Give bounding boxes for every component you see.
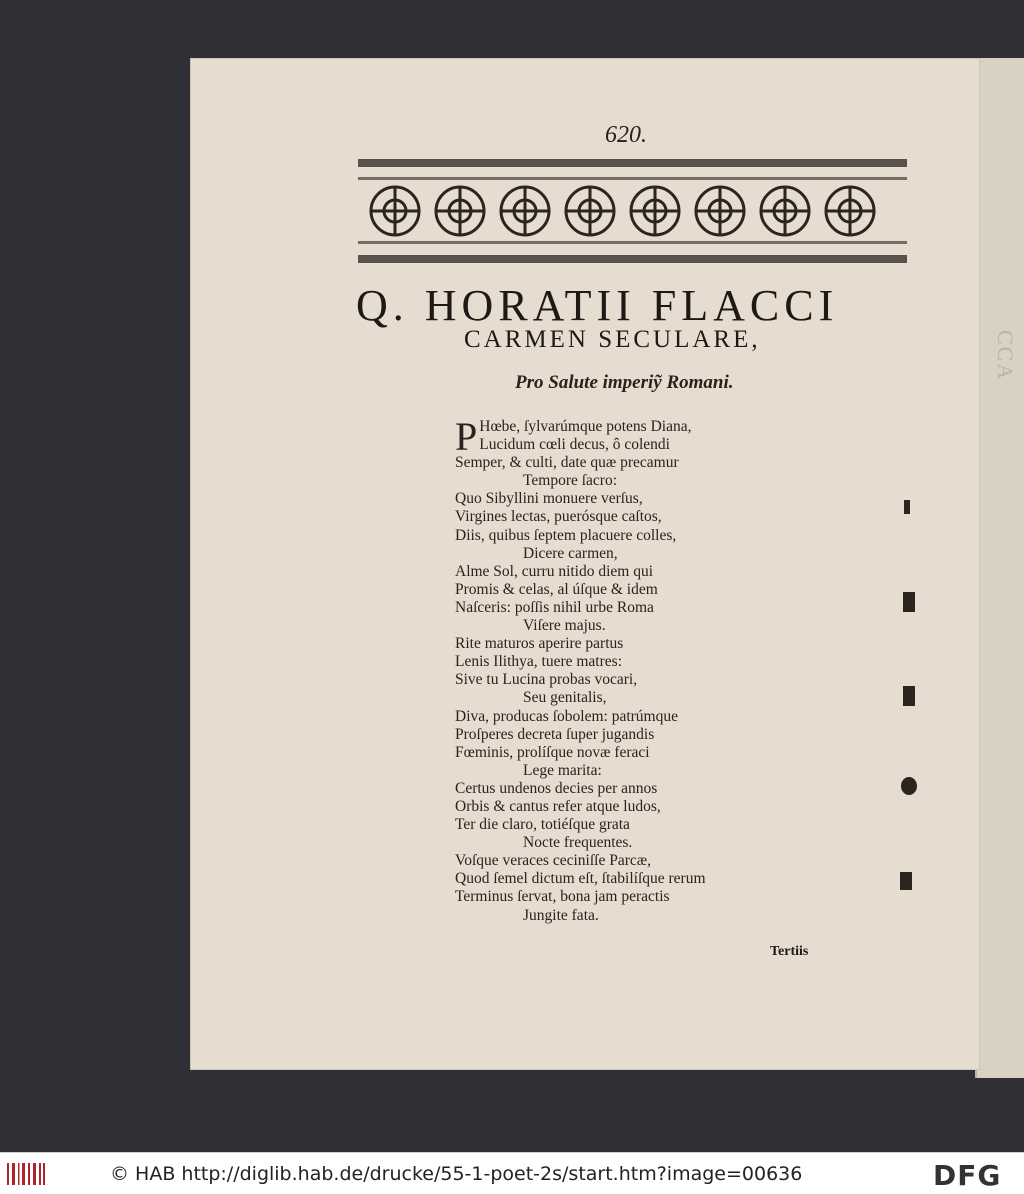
poem-line: Naſceris: poſſis nihil urbe Roma xyxy=(455,598,654,616)
title-work: CARMEN SECULARE, xyxy=(464,326,761,353)
ornamental-header-band xyxy=(350,155,915,267)
poem-line: Lucidum cœli decus, ô colendi xyxy=(479,436,670,454)
poem-line: Alme Sol, curru nitido diem qui xyxy=(455,562,654,580)
poem-line: Quod ſemel dictum eſt, ſtabilíſque rerum xyxy=(455,870,706,888)
poem-line: Voſque veraces ceciniſſe Parcæ, xyxy=(455,852,651,870)
poem-line: Diva, producas ſobolem: patrúmque xyxy=(455,707,678,725)
poem-line: Fœminis, prolíſque novæ feraci xyxy=(455,743,650,761)
poem-line: Orbis & cantus refer atque ludos, xyxy=(455,797,661,815)
poem-line: Tempore ſacro: xyxy=(523,472,618,490)
poem-line: Ter die claro, totiéſque grata xyxy=(455,816,630,834)
margin-ink-marks xyxy=(900,490,925,910)
poem-line: Lenis Ilithya, tuere matres: xyxy=(455,653,622,671)
poem-line: Semper, & culti, date quæ precamur xyxy=(455,454,679,472)
poem-line: Dicere carmen, xyxy=(523,544,618,562)
poem-line: Hœbe, ſylvarúmque potens Diana, xyxy=(479,418,692,435)
subtitle: Pro Salute imperiỹ Romani. xyxy=(515,372,734,393)
poem-line: Viſere majus. xyxy=(523,617,606,635)
poem-line: Promis & celas, al úſque & idem xyxy=(455,580,658,598)
poem-text xyxy=(455,414,775,925)
poem-line: Nocte frequentes. xyxy=(523,834,633,852)
drop-cap: P xyxy=(455,414,478,459)
poem-line: Rite maturos aperire partus xyxy=(455,635,624,653)
poem-line: Virgines lectas, puerósque caſtos, xyxy=(455,508,662,526)
barcode-icon xyxy=(6,1161,46,1187)
catchword: Tertiis xyxy=(770,944,809,959)
poem-line: Proſperes decreta ſuper jugandis xyxy=(455,725,655,743)
poem-line: Seu genitalis, xyxy=(523,689,607,707)
footer-bar xyxy=(0,1152,1024,1194)
adjacent-page-letters: CCA xyxy=(993,330,1018,382)
poem-line: Quo Sibyllini monuere verſus, xyxy=(455,490,643,508)
adjacent-page-edge xyxy=(975,58,1024,1078)
page-number: 620. xyxy=(605,122,647,148)
poem-line: Certus undenos decies per annos xyxy=(455,779,658,797)
title-author: Q. HORATII FLACCI xyxy=(356,281,839,330)
poem-line: Lege marita: xyxy=(523,761,602,779)
copyright-url[interactable]: © HAB http://diglib.hab.de/drucke/55-1-poet-2s/start.htm?image=00636 xyxy=(110,1163,803,1185)
poem-line: Terminus ſervat, bona jam peractis xyxy=(455,888,670,906)
poem-line: Sive tu Lucina probas vocari, xyxy=(455,671,638,689)
poem-line: Jungite fata. xyxy=(523,906,599,924)
poem-line: Diis, quibus ſeptem placuere colles, xyxy=(455,526,677,544)
dfg-logo: DFG xyxy=(933,1159,1002,1192)
